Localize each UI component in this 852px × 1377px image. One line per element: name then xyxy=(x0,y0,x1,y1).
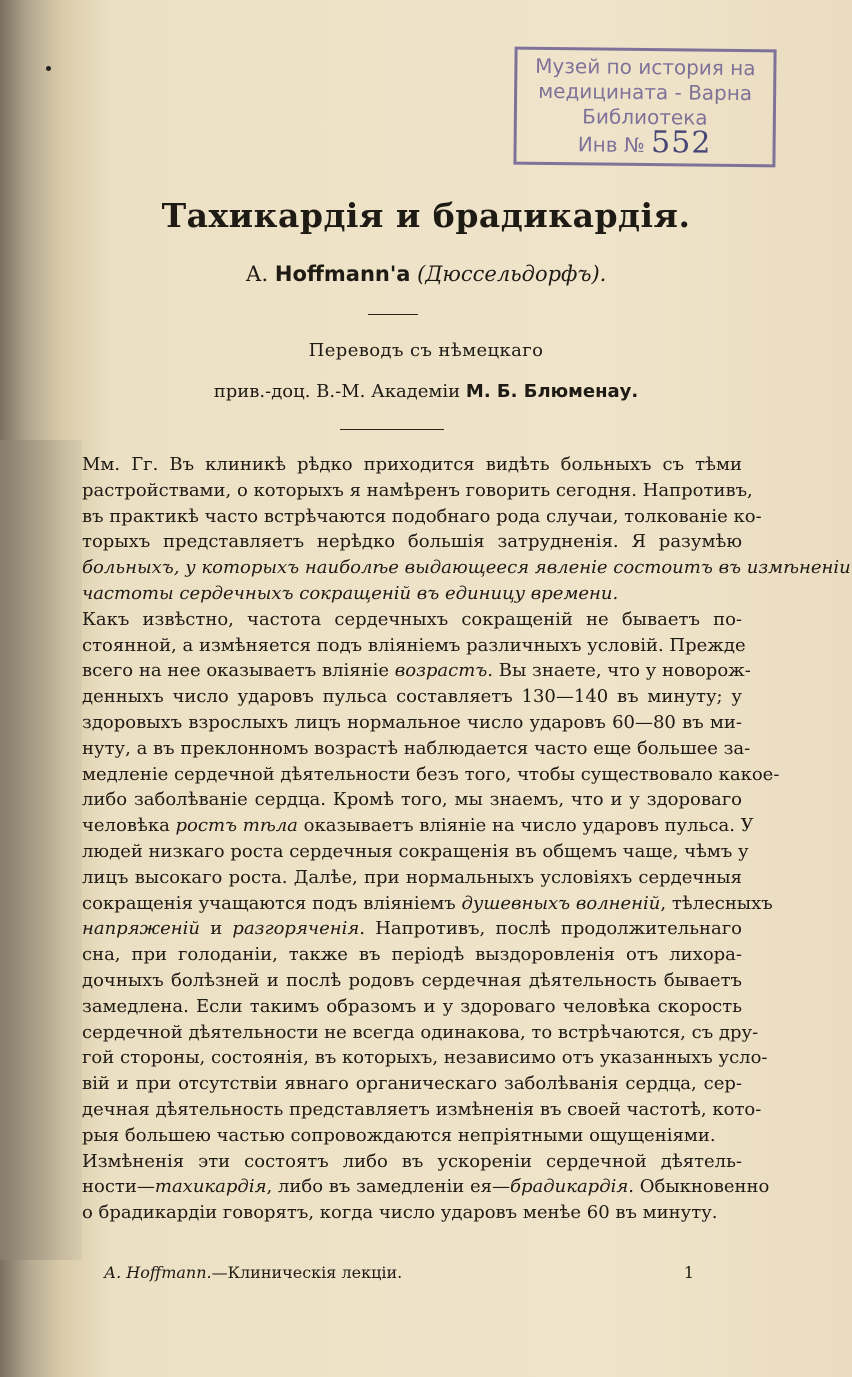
author-name: Hoffmann'а xyxy=(274,262,411,286)
stamp-line: Библиотека xyxy=(582,104,708,130)
page-number: 1 xyxy=(683,1263,694,1282)
text-line: напряженій и разгоряченія. Напротивъ, послѣ продолжительнаго xyxy=(82,918,742,940)
stamp-inventory-label: Инв № xyxy=(577,132,645,157)
text-line: Какъ извѣстно, частота сердечныхъ сокращеній не бываетъ по- xyxy=(82,608,742,630)
text-line: Мм. Гг. Въ клиникѣ рѣдко приходится видѣть больныхъ съ тѣми xyxy=(82,454,742,475)
footer-citation: А. Hoffmann.—Клиническія лекціи. xyxy=(104,1263,403,1282)
text-line: здоровыхъ взрослыхъ лицъ нормальное число ударовъ 60—80 въ ми- xyxy=(82,711,742,733)
stamp-inventory xyxy=(516,125,772,161)
text-line: больныхъ, у которыхъ наиболѣе выдающееся явленіе состоитъ въ измѣненіи xyxy=(82,557,851,579)
divider xyxy=(368,314,418,315)
blurred-gutter xyxy=(0,440,82,1260)
text-line: сердечной дѣятельности не всегда одинакова, то встрѣчаются, съ дру- xyxy=(82,1021,759,1043)
text-line: рыя большею частью сопровождаются непріятными ощущеніями. xyxy=(82,1124,716,1146)
text-line: сна, при голоданіи, также въ періодѣ выздоровленія отъ лихора- xyxy=(82,944,742,966)
text-line: Измѣненія эти состоятъ либо въ ускореніи сердечной дѣятель- xyxy=(82,1150,742,1172)
divider xyxy=(340,429,444,430)
stamp-line: Музей по история на xyxy=(535,53,756,81)
text-line: торыхъ представляетъ нерѣдко большія затрудненія. Я разумѣю xyxy=(82,531,742,553)
text-line: замедлена. Если такимъ образомъ и у здороваго человѣка скорость xyxy=(82,995,742,1017)
text-line: дечная дѣятельность представляетъ измѣненія въ своей частотѣ, кото- xyxy=(82,1098,762,1120)
author-city: (Дюссельдорфъ). xyxy=(417,262,607,286)
page-footer xyxy=(104,1263,694,1282)
text-line: людей низкаго роста сердечныя сокращенія въ общемъ чаще, чѣмъ у xyxy=(82,840,749,862)
text-line: денныхъ число ударовъ пульса составляетъ 130—140 въ минуту; у xyxy=(82,686,742,708)
text-line: частоты сердечныхъ сокращеній въ единицу времени. xyxy=(82,582,619,604)
text-line: стоянной, а измѣняется подъ вліяніемъ различныхъ условій. Прежде xyxy=(82,634,746,656)
author-line xyxy=(0,262,852,286)
text-line: сокращенія учащаются подъ вліяніемъ душевныхъ волненій, тѣлесныхъ xyxy=(82,892,773,914)
stamp-inventory-number: 552 xyxy=(650,125,712,161)
text-line: всего на нее оказываетъ вліяніе возрастъ. Вы знаете, что у новорож- xyxy=(82,660,751,682)
text-line: лицъ высокаго роста. Далѣе, при нормальныхъ условіяхъ сердечныя xyxy=(82,866,742,888)
translation-note: Переводъ съ нѣмецкаго xyxy=(308,340,544,361)
translator-line xyxy=(0,381,852,402)
text-line: о брадикардіи говорятъ, когда число ударовъ менѣе 60 въ минуту. xyxy=(82,1202,718,1224)
text-line: медленіе сердечной дѣятельности безъ того, чтобы существовало какое- xyxy=(82,763,780,785)
translator-prefix: прив.-доц. В.-М. Академіи xyxy=(213,381,461,402)
ink-dot xyxy=(46,66,51,71)
text-line: гой стороны, состоянія, въ которыхъ, независимо отъ указанныхъ усло- xyxy=(82,1047,768,1069)
text-line: дочныхъ болѣзней и послѣ родовъ сердечная дѣятельность бываетъ xyxy=(82,969,742,991)
text-line: человѣка ростъ тѣла оказываетъ вліяніе на число ударовъ пульса. У xyxy=(82,815,754,837)
text-line: нуту, а въ преклонномъ возрастѣ наблюдается часто еще большее за- xyxy=(82,737,751,759)
text-line: либо заболѣваніе сердца. Кромѣ того, мы знаемъ, что и у здороваго xyxy=(82,789,742,811)
text-line: въ практикѣ часто встрѣчаются подобнаго рода случаи, толкованіе ко- xyxy=(82,505,762,527)
text-line: ности—тахикардія, либо въ замедленіи ея—брадикардія. Обыкновенно xyxy=(82,1176,770,1198)
text-line: растройствами, о которыхъ я намѣренъ говорить сегодня. Напротивъ, xyxy=(82,479,753,501)
article-body xyxy=(82,452,851,1226)
translator-name: М. Б. Блюменау. xyxy=(465,381,639,402)
text-line: вій и при отсутствіи явнаго органическаго заболѣванія сердца, сер- xyxy=(82,1073,742,1095)
article-title: Тахикардія и брадикардія. xyxy=(161,196,691,235)
stamp-line: медицината - Варна xyxy=(538,78,753,106)
author-prefix: А. xyxy=(245,262,269,286)
library-stamp xyxy=(513,47,776,168)
